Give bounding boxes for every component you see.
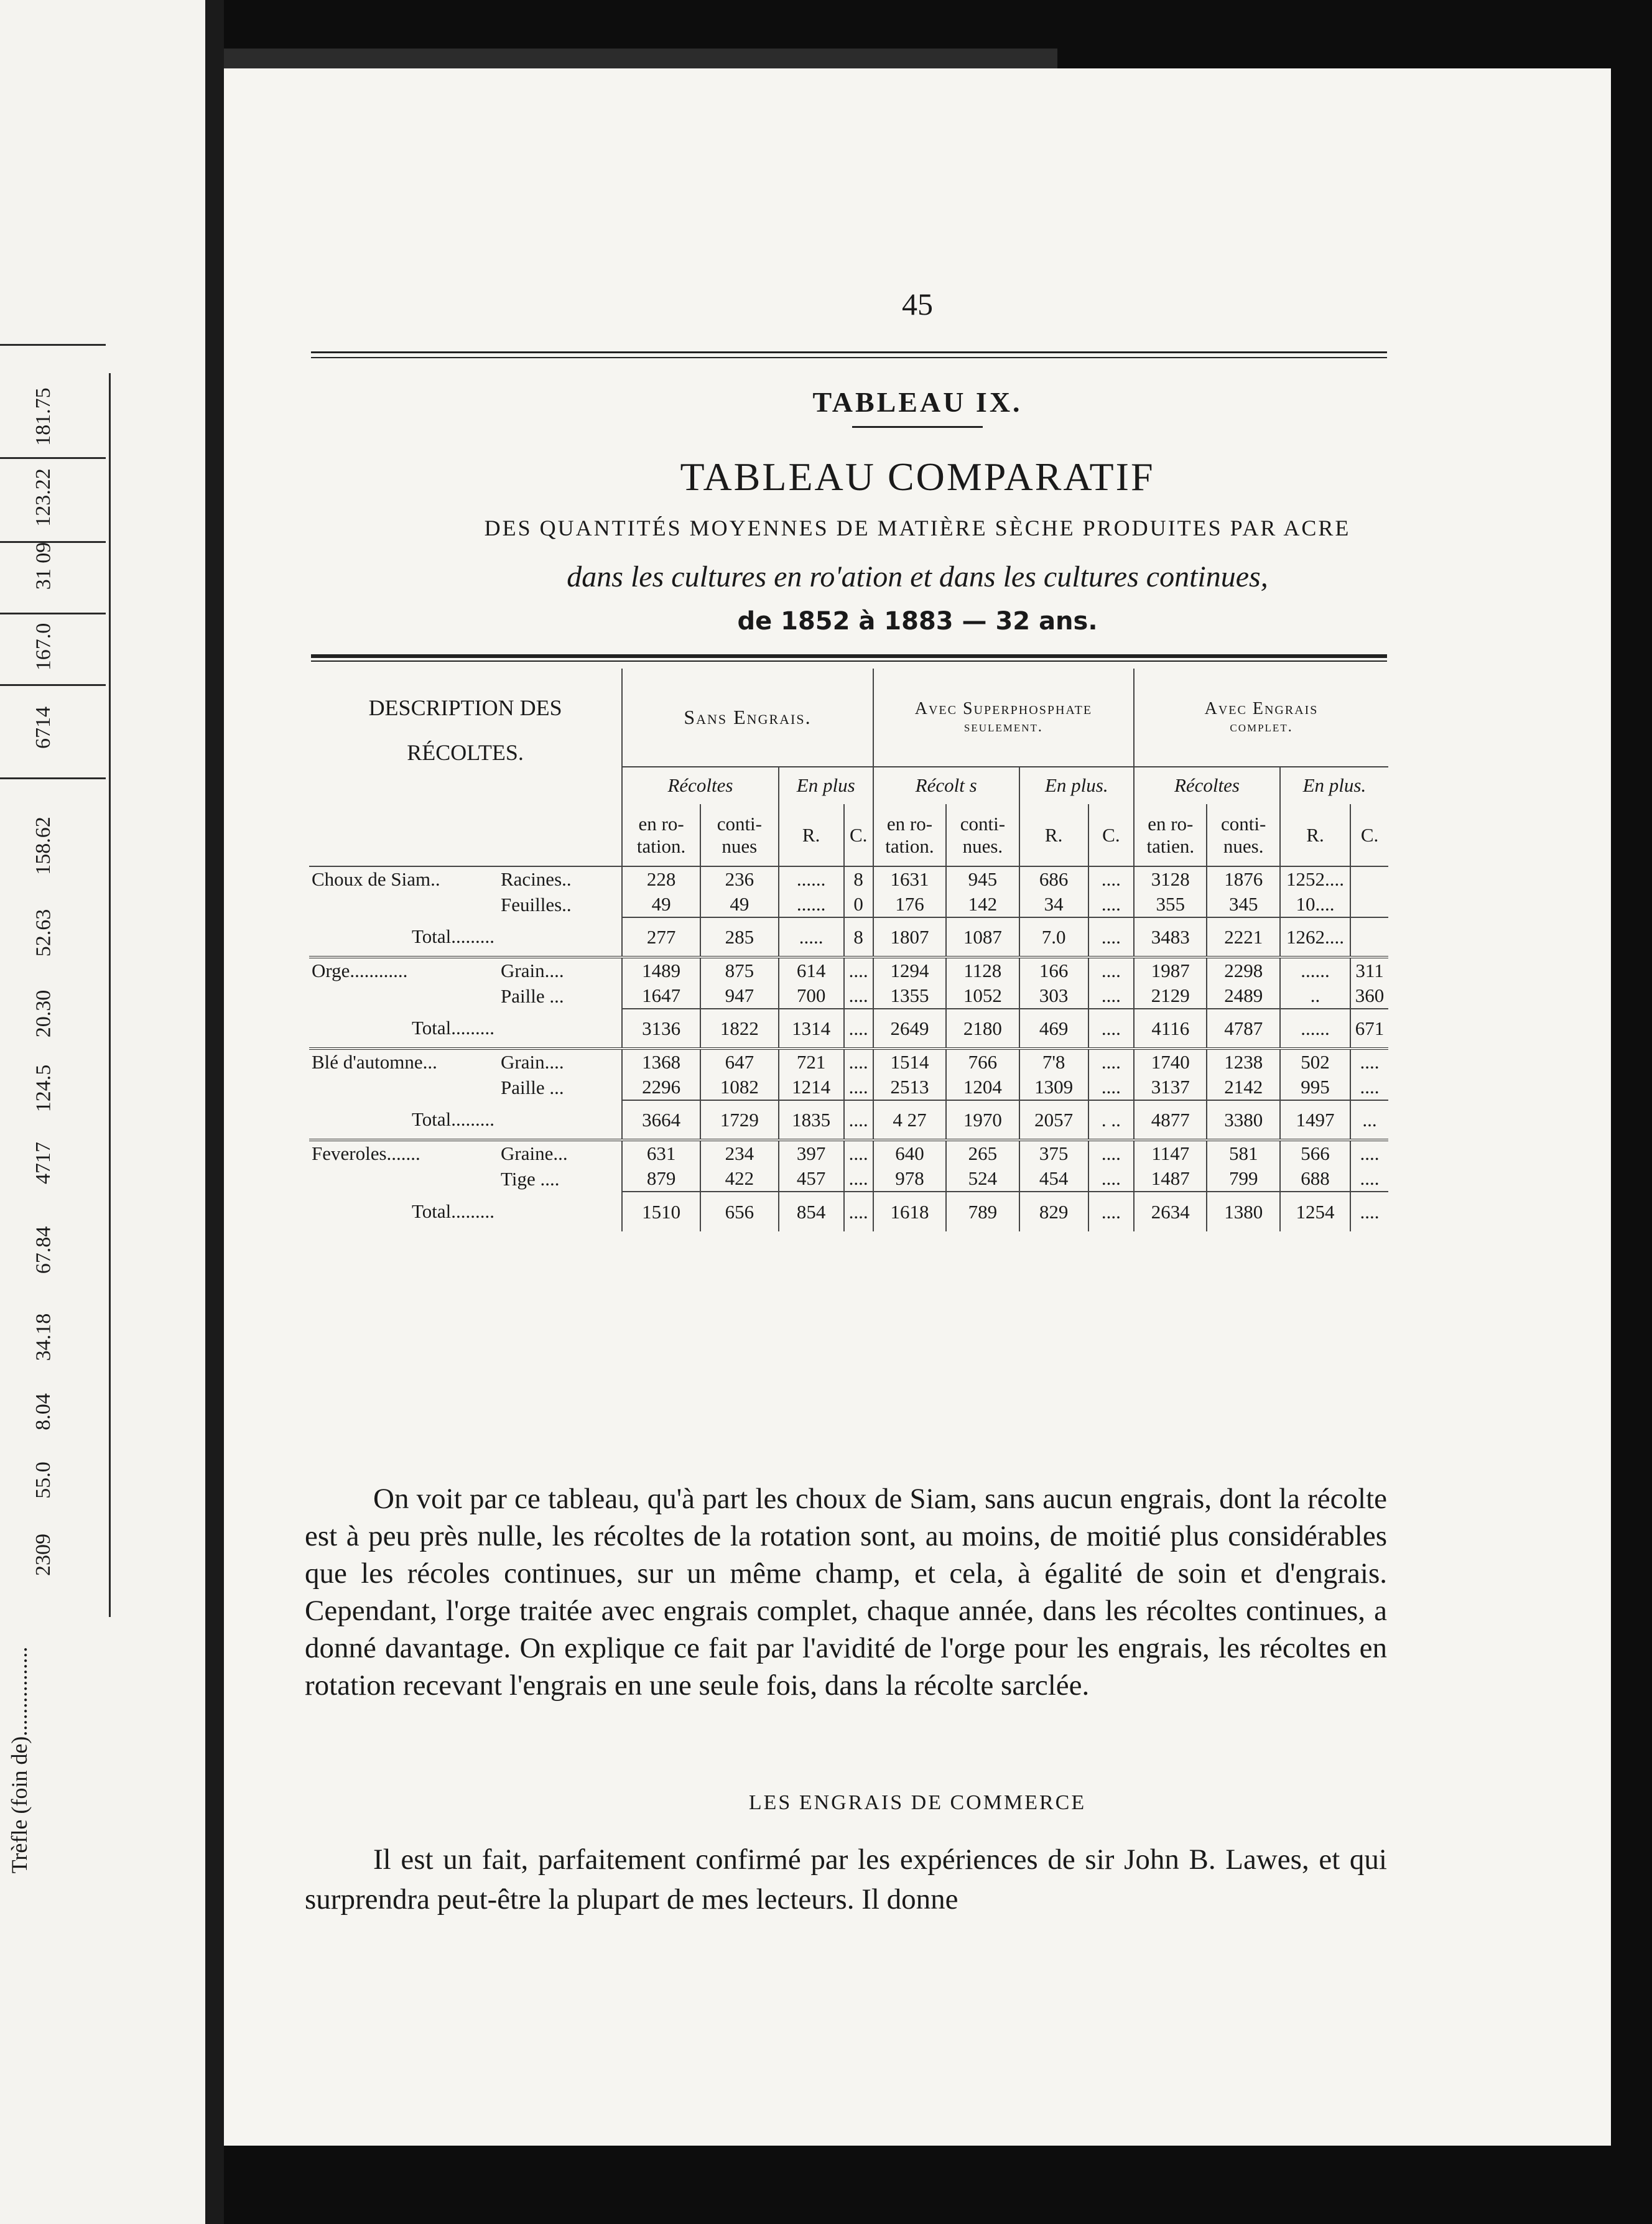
table-cell: 1128 [946, 957, 1019, 983]
crop-label [309, 1075, 498, 1100]
table-cell: 1729 [700, 1100, 779, 1140]
col-r: R. [1280, 804, 1350, 866]
table-cell: 4 27 [873, 1100, 946, 1140]
table-top-rule [311, 660, 1387, 662]
table-cell: 1254 [1280, 1192, 1350, 1231]
paragraph-1-text: On voit par ce tableau, qu'à part les choux de Siam, sans aucun engrais, dont la récolte est à peu près nulle, les récoltes de la rotation sont, au moins, de moitié plus considérables que les récoles continues, sur un même champ, et cela, à égalité de soin et d'engrais. Cependant, l'orge traitée avec engrais complet, chaque année, dans les récoltes continues, a donné davantage. On explique ce fait par l'avidité de l'orge pour les engrais, les récoltes en rotation recevant l'engrais en une seule fois, dans la récolte sarclée. [305, 1483, 1387, 1702]
table-cell: 355 [1134, 892, 1207, 917]
table-cell: .... [844, 1075, 873, 1100]
table-cell: 524 [946, 1166, 1019, 1192]
crop-label: Total......... [411, 1017, 494, 1039]
page-number: 45 [902, 287, 933, 322]
total-row [309, 1009, 1388, 1049]
table-cell [1350, 917, 1388, 957]
col-conti: conti- [717, 812, 762, 835]
group-engrais-complet [1134, 669, 1388, 767]
margin-value: 67.84 [32, 1226, 55, 1274]
margin-value: 181.75 [32, 387, 55, 446]
table-cell: .. [1280, 983, 1350, 1009]
paragraph-2-text: Il est un fait, parfaitement confirmé par les expériences de sir John B. Lawes, et qui surprendra peut-être la plupart de mes lecteurs. Il donne [305, 1843, 1387, 1916]
table-cell: 3664 [622, 1100, 700, 1140]
col-c: C. [1350, 804, 1388, 866]
table-cell: 1647 [622, 983, 700, 1009]
table-cell: 1487 [1134, 1166, 1207, 1192]
stub-header [309, 669, 622, 767]
table-cell: 1147 [1134, 1140, 1207, 1166]
margin-value: 167.0 [32, 623, 55, 671]
table-cell: 1987 [1134, 957, 1207, 983]
crop-label: Feveroles....... [309, 1140, 498, 1166]
table-cell: 375 [1019, 1140, 1088, 1166]
table-cell: 631 [622, 1140, 700, 1166]
book-binding [205, 0, 224, 2224]
table-cell: ... [1350, 1100, 1388, 1140]
margin-value: 31 09 [32, 542, 55, 590]
table-row [309, 1075, 1388, 1100]
table-cell: 799 [1207, 1166, 1279, 1192]
table-cell: .... [1350, 1166, 1388, 1192]
table-cell: 457 [779, 1166, 844, 1192]
crop-label [309, 892, 498, 917]
table-cell: 854 [779, 1192, 844, 1231]
table-cell: 1309 [1019, 1075, 1088, 1100]
crop-label: Choux de Siam.. [312, 868, 440, 890]
sub-recoltes: Récolt s [873, 767, 1019, 804]
table-cell: 766 [946, 1049, 1019, 1075]
margin-value: 20.30 [32, 989, 55, 1038]
margin-value: 52.63 [32, 909, 55, 957]
table-cell: .... [1350, 1192, 1388, 1231]
table-cell: 789 [946, 1192, 1019, 1231]
table-cell: 166 [1019, 957, 1088, 983]
margin-value: 158.62 [32, 817, 55, 875]
table-cell: .... [1088, 1049, 1134, 1075]
table-cell: .... [844, 1009, 873, 1049]
table-cell: 1618 [873, 1192, 946, 1231]
table-cell: .... [1088, 983, 1134, 1009]
col-conti: conti- [1221, 812, 1266, 835]
table-cell: 1214 [779, 1075, 844, 1100]
table-cell: 995 [1280, 1075, 1350, 1100]
table-cell: 176 [873, 892, 946, 917]
table-cell: 1380 [1207, 1192, 1279, 1231]
table-row [309, 1049, 1388, 1075]
table-cell: 1262.... [1280, 917, 1350, 957]
table-cell: 2296 [622, 1075, 700, 1100]
table-cell: 2513 [873, 1075, 946, 1100]
col-c: C. [844, 804, 873, 866]
total-row [309, 1192, 1388, 1231]
table-cell: 2649 [873, 1009, 946, 1049]
table-cell: .... [1088, 1192, 1134, 1231]
table-cell: 502 [1280, 1049, 1350, 1075]
table-cell: 945 [946, 866, 1019, 892]
table-number: TABLEAU IX. [812, 386, 1023, 418]
table-cell: 3136 [622, 1009, 700, 1049]
table-cell: .... [1088, 957, 1134, 983]
table-cell: 1497 [1280, 1100, 1350, 1140]
section-heading: LES ENGRAIS DE COMMERCE [748, 1791, 1087, 1814]
table-cell: ...... [1280, 957, 1350, 983]
table-cell: 234 [700, 1140, 779, 1166]
table-cell: 360 [1350, 983, 1388, 1009]
margin-row-label: Trèfle (foin de)................ [7, 1646, 32, 1874]
margin-values [0, 386, 87, 1853]
table-cell: 1822 [700, 1009, 779, 1049]
table-cell: 34 [1019, 892, 1088, 917]
table-cell: .... [1350, 1049, 1388, 1075]
table-top-rule [311, 654, 1387, 658]
table-cell: 614 [779, 957, 844, 983]
crop-label [309, 983, 498, 1009]
col-nues: nues. [962, 835, 1003, 857]
table-cell: 2057 [1019, 1100, 1088, 1140]
part-label: Grain.... [498, 957, 622, 983]
table-cell: 422 [700, 1166, 779, 1192]
table-cell: 1368 [622, 1049, 700, 1075]
group-engrais-line2: complet. [1230, 719, 1293, 735]
crop-label: Blé d'automne... [309, 1049, 498, 1075]
crop-label: Orge............ [309, 957, 498, 983]
table-row [309, 1166, 1388, 1192]
table-cell: .... [844, 1140, 873, 1166]
table-body [309, 866, 1388, 1231]
crop-label: Total......... [411, 1200, 494, 1222]
paragraph-2 [305, 1840, 1387, 1919]
book-page [224, 68, 1611, 2146]
table-cell: 3380 [1207, 1100, 1279, 1140]
table-cell: 2298 [1207, 957, 1279, 983]
part-label: Racines.. [501, 868, 572, 890]
part-label: Graine... [498, 1140, 622, 1166]
part-label [498, 1100, 622, 1140]
table-cell: 236 [700, 866, 779, 892]
table-cell: 4116 [1134, 1009, 1207, 1049]
table-cell: 277 [622, 917, 700, 957]
table-row [309, 957, 1388, 983]
table-cell: 2129 [1134, 983, 1207, 1009]
table-cell: 688 [1280, 1166, 1350, 1192]
crop-label: Total......... [411, 925, 494, 947]
sub-enplus: En plus [779, 767, 873, 804]
col-tation: tation. [885, 835, 934, 857]
table-row [309, 892, 1388, 917]
table-cell: 1631 [873, 866, 946, 892]
part-label [498, 1009, 622, 1049]
table-cell: 1807 [873, 917, 946, 957]
table-cell: .... [1350, 1140, 1388, 1166]
margin-value: 6714 [32, 707, 55, 749]
table-cell: 345 [1207, 892, 1279, 917]
table-cell: 1510 [622, 1192, 700, 1231]
years-line: de 1852 à 1883 — 32 ans. [737, 607, 1098, 636]
table-cell: 4877 [1134, 1100, 1207, 1140]
table-cell: 1835 [779, 1100, 844, 1140]
part-label: Grain.... [498, 1049, 622, 1075]
group-sans-engrais: Sans Engrais. [622, 669, 873, 767]
margin-value: 8.04 [32, 1393, 55, 1430]
table-cell: 879 [622, 1166, 700, 1192]
col-nues: nues. [1223, 835, 1264, 857]
sub-recoltes: Récoltes [1134, 767, 1280, 804]
table-cell: 454 [1019, 1166, 1088, 1192]
table-cell: 640 [873, 1140, 946, 1166]
table-cell: 566 [1280, 1140, 1350, 1166]
table-cell: 947 [700, 983, 779, 1009]
table-cell: .... [1088, 1009, 1134, 1049]
stub-header-line2: RÉCOLTES. [407, 740, 524, 765]
table-cell: 1970 [946, 1100, 1019, 1140]
table-cell: 686 [1019, 866, 1088, 892]
table-cell: .... [1088, 1140, 1134, 1166]
table-cell: 2634 [1134, 1192, 1207, 1231]
part-label: Paille ... [501, 985, 564, 1007]
part-label [498, 917, 622, 957]
group-superphosphate-line2: seulement. [963, 719, 1043, 735]
table-cell: ...... [779, 866, 844, 892]
page-title: TABLEAU COMPARATIF [680, 455, 1155, 499]
table-cell: ...... [1280, 1009, 1350, 1049]
table-cell: 469 [1019, 1009, 1088, 1049]
sub-recoltes: Récoltes [622, 767, 779, 804]
top-rule [311, 357, 1387, 358]
table-cell: 7.0 [1019, 917, 1088, 957]
table-cell: 1238 [1207, 1049, 1279, 1075]
table-cell: 1740 [1134, 1049, 1207, 1075]
table-cell: . .. [1088, 1100, 1134, 1140]
table-cell: .... [1088, 892, 1134, 917]
table-cell: 3128 [1134, 866, 1207, 892]
col-tation: tation. [636, 835, 686, 857]
table-cell: .... [1088, 1166, 1134, 1192]
table-cell: .... [844, 1166, 873, 1192]
paragraph-1 [305, 1480, 1387, 1704]
table-cell: 721 [779, 1049, 844, 1075]
table-cell: 1314 [779, 1009, 844, 1049]
data-table [309, 669, 1388, 1231]
table-cell: 49 [622, 892, 700, 917]
table-cell: .... [1350, 1075, 1388, 1100]
table-cell: 1082 [700, 1075, 779, 1100]
table-cell: 228 [622, 866, 700, 892]
part-label: Feuilles.. [501, 893, 572, 915]
table-cell: 49 [700, 892, 779, 917]
group-engrais-line1: Avec Engrais [1204, 699, 1319, 718]
table-cell: 303 [1019, 983, 1088, 1009]
table-cell: 1294 [873, 957, 946, 983]
margin-value: 34.18 [32, 1313, 55, 1361]
group-superphosphate-line1: Avec Superphosphate [914, 699, 1093, 718]
table-cell: 2489 [1207, 983, 1279, 1009]
col-nues: nues [722, 835, 758, 857]
table-cell: 397 [779, 1140, 844, 1166]
table-cell: 311 [1350, 957, 1388, 983]
table-cell: ...... [779, 892, 844, 917]
table-cell: 647 [700, 1049, 779, 1075]
margin-value: 2309 [32, 1534, 55, 1576]
table-cell: 8 [844, 866, 873, 892]
table-cell: 2180 [946, 1009, 1019, 1049]
table-cell: 1052 [946, 983, 1019, 1009]
table-cell: 1355 [873, 983, 946, 1009]
table-cell: .... [844, 1049, 873, 1075]
table-cell: 700 [779, 983, 844, 1009]
part-label: Paille ... [501, 1076, 564, 1098]
col-en-ro: en ro- [1148, 812, 1194, 835]
table-cell: 1876 [1207, 866, 1279, 892]
table-cell: 656 [700, 1192, 779, 1231]
table-row [309, 983, 1388, 1009]
col-en-ro: en ro- [886, 812, 933, 835]
previous-page-margin [0, 0, 205, 2224]
table-cell: 3483 [1134, 917, 1207, 957]
table-cell: .... [844, 1192, 873, 1231]
table-cell: 285 [700, 917, 779, 957]
table-cell: 3137 [1134, 1075, 1207, 1100]
table-cell: .... [1088, 917, 1134, 957]
part-label: Tige .... [501, 1167, 560, 1190]
table-cell: 142 [946, 892, 1019, 917]
table-cell: .... [844, 957, 873, 983]
subtitle-italic: dans les cultures en ro'ation et dans les cultures continues, [567, 560, 1268, 593]
table-cell [1350, 866, 1388, 892]
crop-label: Total......... [411, 1108, 494, 1130]
margin-value: 123.22 [32, 468, 55, 527]
stub-header-line1: DESCRIPTION DES [368, 695, 562, 720]
short-rule [852, 426, 983, 428]
table-cell: 265 [946, 1140, 1019, 1166]
margin-value: 4717 [32, 1142, 55, 1184]
total-row [309, 917, 1388, 957]
table-cell: 1514 [873, 1049, 946, 1075]
table-cell: 8 [844, 917, 873, 957]
top-rule [311, 351, 1387, 353]
table-cell: 581 [1207, 1140, 1279, 1166]
table-cell: 7'8 [1019, 1049, 1088, 1075]
table-row [309, 866, 1388, 892]
table-cell: ..... [779, 917, 844, 957]
table-cell: 875 [700, 957, 779, 983]
table-cell: .... [844, 983, 873, 1009]
table-row [309, 1140, 1388, 1166]
total-row [309, 1100, 1388, 1140]
col-en-ro: en ro- [638, 812, 684, 835]
group-superphosphate [873, 669, 1134, 767]
sub-enplus: En plus. [1019, 767, 1135, 804]
col-c: C. [1088, 804, 1134, 866]
table-cell: .... [844, 1100, 873, 1140]
table-cell: 1252.... [1280, 866, 1350, 892]
col-r: R. [779, 804, 844, 866]
table-cell: 1489 [622, 957, 700, 983]
table-cell: .... [1088, 866, 1134, 892]
table-cell: 10.... [1280, 892, 1350, 917]
table-cell: 1204 [946, 1075, 1019, 1100]
table-cell: .... [1088, 1075, 1134, 1100]
col-tation: tatien. [1146, 835, 1195, 857]
table-cell: 2221 [1207, 917, 1279, 957]
sub-enplus: En plus. [1280, 767, 1388, 804]
margin-value: 124.5 [32, 1064, 55, 1113]
col-r: R. [1019, 804, 1088, 866]
margin-value: 55.0 [32, 1462, 55, 1499]
table-cell: 0 [844, 892, 873, 917]
crop-label [309, 1166, 498, 1192]
table-cell: 978 [873, 1166, 946, 1192]
table-cell: 1087 [946, 917, 1019, 957]
table-cell [1350, 892, 1388, 917]
table-cell: 671 [1350, 1009, 1388, 1049]
subtitle: DES QUANTITÉS MOYENNES DE MATIÈRE SÈCHE PRODUITES PAR ACRE [484, 516, 1351, 540]
table-cell: 4787 [1207, 1009, 1279, 1049]
table-cell: 829 [1019, 1192, 1088, 1231]
col-conti: conti- [960, 812, 1006, 835]
part-label [498, 1192, 622, 1231]
table-cell: 2142 [1207, 1075, 1279, 1100]
